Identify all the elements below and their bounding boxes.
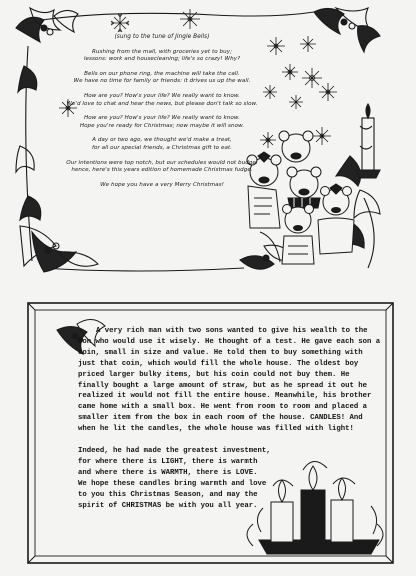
story-moral-line: to you this Christmas Season, and may the [78,490,258,499]
poem-stanza [52,160,272,175]
poem-panel [14,6,388,276]
poem-subtitle: (sung to the tune of Jingle Bells) [114,34,210,40]
story-moral-line: and where there is WARMTH, there is LOVE. [78,468,258,477]
poem-line: A day or two ago, we thought we'd make a treat, [92,137,232,144]
poem-line: We'd love to chat and hear the news, but please don't talk so slow. [66,100,258,107]
poem-stanza [52,137,272,152]
poem-line: for all our special friends, a Christmas gift to eat. [91,144,233,151]
story-moral [78,446,271,511]
poem-line: Bells on our phone ring, the machine will take the call. [84,70,240,77]
poem-line: Rushing from the mall, with groceries yet to buy; [91,48,233,55]
poem-stanza [52,115,272,130]
story-text [78,326,384,512]
story-panel [27,302,394,564]
poem-line: How are you? How's your life? We really want to know. [84,115,240,122]
poem-line: Our intentions were top notch, but our schedules would not budge. [66,159,258,166]
poem-stanza [52,71,272,86]
poem-stanza [52,93,272,108]
poem-stanza [52,49,272,64]
story-moral-line: spirit of CHRISTMAS be with you all year. [78,501,258,510]
story-moral-line: We hope these candles bring warmth and love [78,479,267,488]
poem-closing: We hope you have a very Merry Christmas! [100,181,224,188]
poem-line: We have no time for family or friends: it drives us up the wall. [73,78,251,85]
story-moral-line: for where there is LIGHT, there is warmth [78,457,258,466]
poem-line: lessons: work and housecleaning; life's so crazy! Why? [83,56,241,63]
story-moral-line: Indeed, he had made the greatest investment, [78,447,271,456]
poem-line: hence, here's this years edition of homemade Christmas fudge. [71,167,253,174]
poem-text [52,34,272,189]
poem-line: Hope you're ready for Christmas; now maybe it will snow. [79,122,245,129]
poem-line: How are you? How's your life? We really want to know. [84,92,240,99]
story-paragraph: A very rich man with two sons wanted to give his wealth to the son who would use it wisely. He thought of a test. He gave each son a coin, small in size and value. He told them to buy something with just that coin, which would fill the whole house. The oldest boy priced larger bulky items, but his coin could not buy them. He finally bought a large amount of straw, but as he spread it out he realized it would not fill the entire house. Meanwhile, his brother came home with a small box. He went from room to room and placed a smaller item from the box in each room of the house. CANDLES! And when he lit the candles, the whole house was filled with light! [78,327,381,434]
